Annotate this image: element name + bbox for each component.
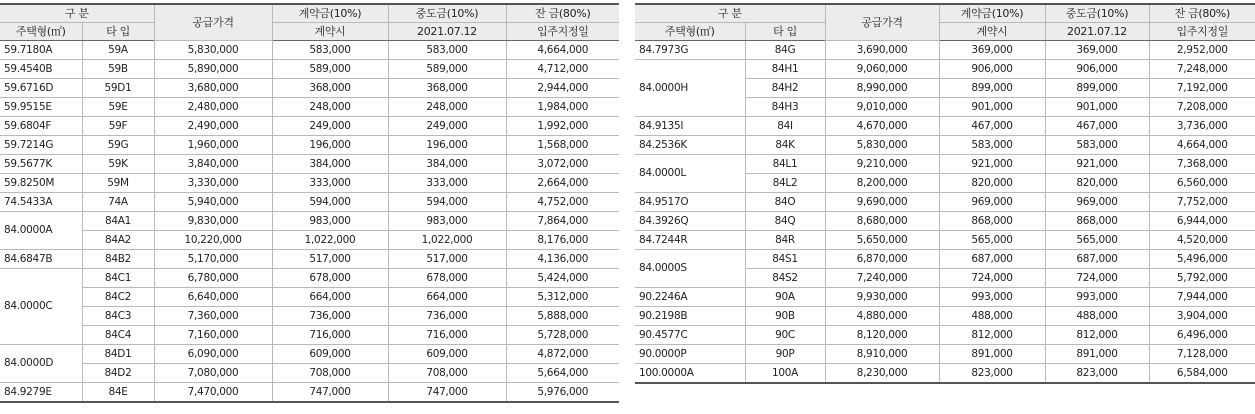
- middle-payment-cell: 517,000: [388, 250, 506, 269]
- supply-price-cell: 8,200,000: [825, 174, 939, 193]
- middle-payment-cell: 467,000: [1045, 117, 1149, 136]
- middle-payment-cell: 249,000: [388, 117, 506, 136]
- supply-price-cell: 6,780,000: [154, 269, 272, 288]
- house-type-cell: 74.5433A: [0, 193, 82, 212]
- supply-price-cell: 7,240,000: [825, 269, 939, 288]
- middle-payment-cell: 736,000: [388, 307, 506, 326]
- table-row: [635, 193, 1255, 212]
- balance-cell: 5,792,000: [1149, 269, 1255, 288]
- balance-cell: 4,712,000: [506, 60, 619, 79]
- middle-payment-cell: 823,000: [1045, 364, 1149, 384]
- table-row: [0, 193, 619, 212]
- middle-payment-cell: 196,000: [388, 136, 506, 155]
- balance-cell: 5,728,000: [506, 326, 619, 345]
- table-row: [0, 212, 619, 231]
- supply-price-cell: 5,650,000: [825, 231, 939, 250]
- balance-cell: 7,752,000: [1149, 193, 1255, 212]
- deposit-cell: 196,000: [272, 136, 388, 155]
- middle-payment-cell: 594,000: [388, 193, 506, 212]
- balance-cell: 7,208,000: [1149, 98, 1255, 117]
- supply-price-cell: 2,480,000: [154, 98, 272, 117]
- table-row: [635, 307, 1255, 326]
- supply-price-cell: 4,670,000: [825, 117, 939, 136]
- supply-price-cell: 5,940,000: [154, 193, 272, 212]
- deposit-cell: 368,000: [272, 79, 388, 98]
- supply-price-cell: 8,230,000: [825, 364, 939, 384]
- supply-price-cell: 1,960,000: [154, 136, 272, 155]
- balance-cell: 3,736,000: [1149, 117, 1255, 136]
- type-cell: 84D2: [82, 364, 154, 383]
- balance-cell: 2,664,000: [506, 174, 619, 193]
- balance-cell: 3,072,000: [506, 155, 619, 174]
- house-type-cell: 90.2198B: [635, 307, 745, 326]
- type-cell: 84I: [745, 117, 825, 136]
- table-row: [0, 155, 619, 174]
- table-row: [0, 288, 619, 307]
- type-cell: 90P: [745, 345, 825, 364]
- type-cell: 90B: [745, 307, 825, 326]
- house-type-cell: 59.9515E: [0, 98, 82, 117]
- middle-payment-cell: 687,000: [1045, 250, 1149, 269]
- supply-price-cell: 8,680,000: [825, 212, 939, 231]
- deposit-cell: 1,022,000: [272, 231, 388, 250]
- deposit-cell: 583,000: [272, 41, 388, 60]
- house-type-cell: 84.0000S: [635, 250, 745, 288]
- middle-payment-cell: 708,000: [388, 364, 506, 383]
- supply-price-cell: 5,170,000: [154, 250, 272, 269]
- supply-price-cell: 3,690,000: [825, 41, 939, 60]
- supply-price-cell: 10,220,000: [154, 231, 272, 250]
- balance-cell: 8,176,000: [506, 231, 619, 250]
- supply-price-cell: 5,890,000: [154, 60, 272, 79]
- table-row: [0, 345, 619, 364]
- supply-price-cell: 2,490,000: [154, 117, 272, 136]
- header-balance: 잔 금(80%): [506, 4, 619, 23]
- supply-price-cell: 9,060,000: [825, 60, 939, 79]
- middle-payment-cell: 384,000: [388, 155, 506, 174]
- deposit-cell: 248,000: [272, 98, 388, 117]
- header-deposit-sub: 계약시: [272, 23, 388, 41]
- supply-price-cell: 9,830,000: [154, 212, 272, 231]
- table-row: [635, 41, 1255, 60]
- deposit-cell: 594,000: [272, 193, 388, 212]
- header-house-type: 주택형(㎡): [635, 23, 745, 41]
- deposit-cell: 983,000: [272, 212, 388, 231]
- supply-price-cell: 9,690,000: [825, 193, 939, 212]
- deposit-cell: 812,000: [939, 326, 1045, 345]
- deposit-cell: 724,000: [939, 269, 1045, 288]
- balance-cell: 4,752,000: [506, 193, 619, 212]
- deposit-cell: 517,000: [272, 250, 388, 269]
- house-type-cell: 59.5677K: [0, 155, 82, 174]
- type-cell: 59E: [82, 98, 154, 117]
- header-type: 타 입: [745, 23, 825, 41]
- house-type-cell: 59.6716D: [0, 79, 82, 98]
- type-cell: 84L1: [745, 155, 825, 174]
- balance-cell: 2,952,000: [1149, 41, 1255, 60]
- price-table-left: [0, 3, 619, 403]
- header-balance: 잔 금(80%): [1149, 4, 1255, 23]
- supply-price-cell: 3,680,000: [154, 79, 272, 98]
- house-type-cell: 84.0000A: [0, 212, 82, 250]
- house-type-cell: 84.3926Q: [635, 212, 745, 231]
- middle-payment-cell: 664,000: [388, 288, 506, 307]
- deposit-cell: 609,000: [272, 345, 388, 364]
- balance-cell: 3,904,000: [1149, 307, 1255, 326]
- type-cell: 90A: [745, 288, 825, 307]
- header-middle: 중도금(10%): [388, 4, 506, 23]
- type-cell: 84C2: [82, 288, 154, 307]
- middle-payment-cell: 747,000: [388, 383, 506, 403]
- balance-cell: 6,496,000: [1149, 326, 1255, 345]
- table-row: [635, 231, 1255, 250]
- middle-payment-cell: 583,000: [1045, 136, 1149, 155]
- table-row: [0, 41, 619, 60]
- table-row: [0, 364, 619, 383]
- type-cell: 84C3: [82, 307, 154, 326]
- supply-price-cell: 6,870,000: [825, 250, 939, 269]
- header-deposit: 계약금(10%): [939, 4, 1045, 23]
- middle-payment-cell: 921,000: [1045, 155, 1149, 174]
- house-type-cell: 84.0000L: [635, 155, 745, 193]
- balance-cell: 7,248,000: [1149, 60, 1255, 79]
- supply-price-cell: 7,160,000: [154, 326, 272, 345]
- table-row: [635, 155, 1255, 174]
- middle-payment-cell: 488,000: [1045, 307, 1149, 326]
- deposit-cell: 891,000: [939, 345, 1045, 364]
- balance-cell: 5,424,000: [506, 269, 619, 288]
- type-cell: 59K: [82, 155, 154, 174]
- house-type-cell: 59.6804F: [0, 117, 82, 136]
- deposit-cell: 369,000: [939, 41, 1045, 60]
- middle-payment-cell: 678,000: [388, 269, 506, 288]
- house-type-cell: 84.9279E: [0, 383, 82, 403]
- deposit-cell: 333,000: [272, 174, 388, 193]
- table-row: [635, 345, 1255, 364]
- header-house-type: 주택형(㎡): [0, 23, 82, 41]
- header-middle-sub: 2021.07.12: [1045, 23, 1149, 41]
- house-type-cell: 84.9135I: [635, 117, 745, 136]
- balance-cell: 5,976,000: [506, 383, 619, 403]
- supply-price-cell: 7,080,000: [154, 364, 272, 383]
- middle-payment-cell: 899,000: [1045, 79, 1149, 98]
- type-cell: 59F: [82, 117, 154, 136]
- balance-cell: 7,864,000: [506, 212, 619, 231]
- type-cell: 84G: [745, 41, 825, 60]
- house-type-cell: 59.4540B: [0, 60, 82, 79]
- header-group: 구 분: [0, 4, 154, 23]
- type-cell: 84H1: [745, 60, 825, 79]
- table-row: [0, 231, 619, 250]
- balance-cell: 5,664,000: [506, 364, 619, 383]
- type-cell: 59A: [82, 41, 154, 60]
- table-row: [0, 326, 619, 345]
- type-cell: 84H3: [745, 98, 825, 117]
- type-cell: 84L2: [745, 174, 825, 193]
- house-type-cell: 84.2536K: [635, 136, 745, 155]
- house-type-cell: 84.0000H: [635, 60, 745, 117]
- deposit-cell: 467,000: [939, 117, 1045, 136]
- deposit-cell: 583,000: [939, 136, 1045, 155]
- deposit-cell: 716,000: [272, 326, 388, 345]
- balance-cell: 1,984,000: [506, 98, 619, 117]
- deposit-cell: 747,000: [272, 383, 388, 403]
- header-balance-sub: 입주지정일: [506, 23, 619, 41]
- balance-cell: 7,368,000: [1149, 155, 1255, 174]
- supply-price-cell: 8,120,000: [825, 326, 939, 345]
- header-type: 타 입: [82, 23, 154, 41]
- supply-price-cell: 9,210,000: [825, 155, 939, 174]
- header-balance-sub: 입주지정일: [1149, 23, 1255, 41]
- supply-price-cell: 7,360,000: [154, 307, 272, 326]
- deposit-cell: 736,000: [272, 307, 388, 326]
- balance-cell: 4,136,000: [506, 250, 619, 269]
- deposit-cell: 664,000: [272, 288, 388, 307]
- type-cell: 84H2: [745, 79, 825, 98]
- balance-cell: 7,128,000: [1149, 345, 1255, 364]
- type-cell: 84E: [82, 383, 154, 403]
- house-type-cell: 84.7244R: [635, 231, 745, 250]
- middle-payment-cell: 716,000: [388, 326, 506, 345]
- type-cell: 84A1: [82, 212, 154, 231]
- house-type-cell: 84.9517O: [635, 193, 745, 212]
- middle-payment-cell: 248,000: [388, 98, 506, 117]
- balance-cell: 5,312,000: [506, 288, 619, 307]
- deposit-cell: 868,000: [939, 212, 1045, 231]
- deposit-cell: 823,000: [939, 364, 1045, 384]
- deposit-cell: 687,000: [939, 250, 1045, 269]
- table-row: [635, 136, 1255, 155]
- supply-price-cell: 4,880,000: [825, 307, 939, 326]
- header-deposit-sub: 계약시: [939, 23, 1045, 41]
- supply-price-cell: 3,840,000: [154, 155, 272, 174]
- middle-payment-cell: 724,000: [1045, 269, 1149, 288]
- balance-cell: 5,496,000: [1149, 250, 1255, 269]
- supply-price-cell: 8,990,000: [825, 79, 939, 98]
- type-cell: 59G: [82, 136, 154, 155]
- header-group: 구 분: [635, 4, 825, 23]
- middle-payment-cell: 609,000: [388, 345, 506, 364]
- house-type-cell: 100.0000A: [635, 364, 745, 384]
- type-cell: 84Q: [745, 212, 825, 231]
- house-type-cell: 59.7180A: [0, 41, 82, 60]
- table-row: [635, 288, 1255, 307]
- type-cell: 59B: [82, 60, 154, 79]
- supply-price-cell: 6,640,000: [154, 288, 272, 307]
- deposit-cell: 969,000: [939, 193, 1045, 212]
- table-row: [0, 98, 619, 117]
- balance-cell: 4,664,000: [1149, 136, 1255, 155]
- house-type-cell: 84.6847B: [0, 250, 82, 269]
- supply-price-cell: 3,330,000: [154, 174, 272, 193]
- deposit-cell: 249,000: [272, 117, 388, 136]
- supply-price-cell: 7,470,000: [154, 383, 272, 403]
- table-row: [0, 136, 619, 155]
- house-type-cell: 90.0000P: [635, 345, 745, 364]
- middle-payment-cell: 1,022,000: [388, 231, 506, 250]
- header-deposit: 계약금(10%): [272, 4, 388, 23]
- type-cell: 84S1: [745, 250, 825, 269]
- deposit-cell: 384,000: [272, 155, 388, 174]
- middle-payment-cell: 812,000: [1045, 326, 1149, 345]
- deposit-cell: 678,000: [272, 269, 388, 288]
- middle-payment-cell: 901,000: [1045, 98, 1149, 117]
- house-type-cell: 59.8250M: [0, 174, 82, 193]
- type-cell: 84B2: [82, 250, 154, 269]
- type-cell: 84S2: [745, 269, 825, 288]
- deposit-cell: 993,000: [939, 288, 1045, 307]
- header-supply-price: 공급가격: [154, 4, 272, 41]
- house-type-cell: 84.7973G: [635, 41, 745, 60]
- table-row: [0, 79, 619, 98]
- middle-payment-cell: 969,000: [1045, 193, 1149, 212]
- table-row: [0, 117, 619, 136]
- middle-payment-cell: 993,000: [1045, 288, 1149, 307]
- middle-payment-cell: 333,000: [388, 174, 506, 193]
- middle-payment-cell: 891,000: [1045, 345, 1149, 364]
- balance-cell: 5,888,000: [506, 307, 619, 326]
- balance-cell: 6,944,000: [1149, 212, 1255, 231]
- table-row: [0, 307, 619, 326]
- table-row: [0, 60, 619, 79]
- middle-payment-cell: 868,000: [1045, 212, 1149, 231]
- deposit-cell: 589,000: [272, 60, 388, 79]
- header-supply-price: 공급가격: [825, 4, 939, 41]
- supply-price-cell: 9,930,000: [825, 288, 939, 307]
- table-row: [0, 383, 619, 403]
- table-row: [0, 174, 619, 193]
- header-middle-sub: 2021.07.12: [388, 23, 506, 41]
- supply-price-cell: 9,010,000: [825, 98, 939, 117]
- table-row: [635, 60, 1255, 79]
- type-cell: 84R: [745, 231, 825, 250]
- deposit-cell: 565,000: [939, 231, 1045, 250]
- supply-price-cell: 8,910,000: [825, 345, 939, 364]
- table-row: [0, 250, 619, 269]
- middle-payment-cell: 906,000: [1045, 60, 1149, 79]
- balance-cell: 1,992,000: [506, 117, 619, 136]
- middle-payment-cell: 565,000: [1045, 231, 1149, 250]
- deposit-cell: 488,000: [939, 307, 1045, 326]
- price-table-right: [635, 3, 1255, 384]
- type-cell: 84O: [745, 193, 825, 212]
- table-row: [635, 326, 1255, 345]
- house-type-cell: 84.0000C: [0, 269, 82, 345]
- balance-cell: 1,568,000: [506, 136, 619, 155]
- table-row: [635, 117, 1255, 136]
- house-type-cell: 90.2246A: [635, 288, 745, 307]
- balance-cell: 7,944,000: [1149, 288, 1255, 307]
- table-row: [635, 364, 1255, 384]
- deposit-cell: 708,000: [272, 364, 388, 383]
- type-cell: 84A2: [82, 231, 154, 250]
- type-cell: 84C1: [82, 269, 154, 288]
- house-type-cell: 84.0000D: [0, 345, 82, 383]
- middle-payment-cell: 589,000: [388, 60, 506, 79]
- type-cell: 100A: [745, 364, 825, 384]
- header-middle: 중도금(10%): [1045, 4, 1149, 23]
- deposit-cell: 899,000: [939, 79, 1045, 98]
- middle-payment-cell: 583,000: [388, 41, 506, 60]
- type-cell: 90C: [745, 326, 825, 345]
- balance-cell: 6,560,000: [1149, 174, 1255, 193]
- deposit-cell: 820,000: [939, 174, 1045, 193]
- middle-payment-cell: 369,000: [1045, 41, 1149, 60]
- type-cell: 59M: [82, 174, 154, 193]
- supply-price-cell: 5,830,000: [154, 41, 272, 60]
- balance-cell: 4,664,000: [506, 41, 619, 60]
- type-cell: 84C4: [82, 326, 154, 345]
- middle-payment-cell: 983,000: [388, 212, 506, 231]
- balance-cell: 6,584,000: [1149, 364, 1255, 384]
- deposit-cell: 901,000: [939, 98, 1045, 117]
- table-row: [0, 269, 619, 288]
- supply-price-cell: 5,830,000: [825, 136, 939, 155]
- type-cell: 74A: [82, 193, 154, 212]
- house-type-cell: 59.7214G: [0, 136, 82, 155]
- balance-cell: 2,944,000: [506, 79, 619, 98]
- table-row: [635, 212, 1255, 231]
- balance-cell: 4,520,000: [1149, 231, 1255, 250]
- type-cell: 59D1: [82, 79, 154, 98]
- supply-price-cell: 6,090,000: [154, 345, 272, 364]
- middle-payment-cell: 368,000: [388, 79, 506, 98]
- middle-payment-cell: 820,000: [1045, 174, 1149, 193]
- type-cell: 84K: [745, 136, 825, 155]
- deposit-cell: 906,000: [939, 60, 1045, 79]
- table-row: [635, 250, 1255, 269]
- house-type-cell: 90.4577C: [635, 326, 745, 345]
- type-cell: 84D1: [82, 345, 154, 364]
- deposit-cell: 921,000: [939, 155, 1045, 174]
- balance-cell: 4,872,000: [506, 345, 619, 364]
- balance-cell: 7,192,000: [1149, 79, 1255, 98]
